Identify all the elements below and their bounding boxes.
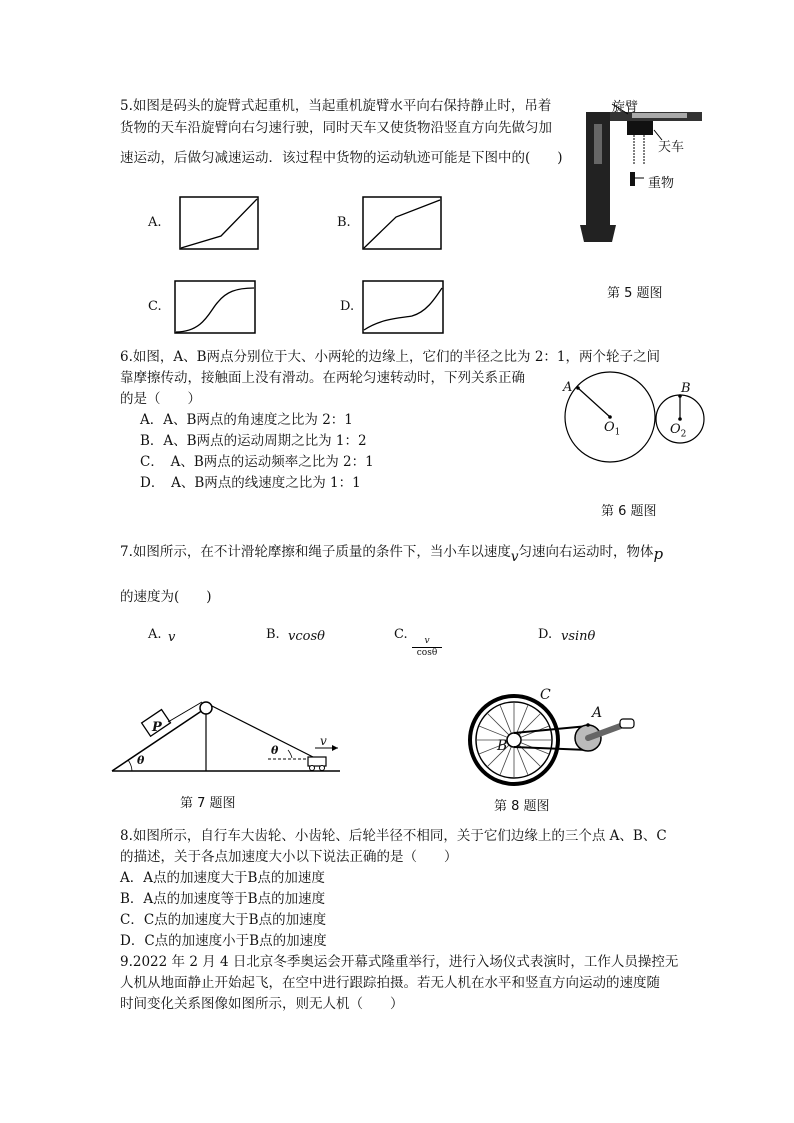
wheel-center-o1-label	[604, 420, 620, 438]
small-sprocket	[507, 733, 521, 747]
q5-option-b-graph[interactable]	[362, 196, 442, 250]
pedal	[620, 719, 634, 728]
incline-theta-label: θ	[137, 754, 145, 767]
q7-option-d-value[interactable]: vsinθ	[561, 629, 596, 644]
crane-trolley-label: 天车	[658, 140, 685, 155]
o1-letter: O	[604, 420, 615, 435]
q7-option-c-fraction[interactable]	[412, 636, 442, 659]
crane-weight-label: 重物	[648, 176, 675, 191]
q6-option-d[interactable]: D． A、B两点的线速度之比为 1：1	[140, 475, 361, 491]
q8-line-2: 的描述，关于各点加速度大小以下说法正确的是（ ）	[120, 849, 458, 865]
q7-option-d-letter[interactable]: D.	[538, 627, 553, 642]
q8-line-1: 8.如图所示，自行车大齿轮、小齿轮、后轮半径不相同，关于它们边缘上的三个点 A、B、C	[120, 828, 667, 844]
q9-line-2: 人机从地面静止开始起飞，在空中进行跟踪拍摄。若无人机在水平和竖直方向运动的速度随	[120, 975, 660, 991]
crane-base	[580, 225, 616, 242]
q5-option-b-letter[interactable]: B.	[337, 215, 351, 230]
q7-option-b-value[interactable]: vcosθ	[288, 629, 325, 644]
q8-option-a[interactable]: A．A点的加速度大于B点的加速度	[120, 870, 325, 886]
q9-line-3: 时间变化关系图像如图所示，则无人机（ ）	[120, 996, 404, 1012]
o2-letter: O	[670, 422, 681, 437]
o1-subscript: 1	[614, 427, 621, 438]
q5-answer-paren: ( )	[525, 150, 563, 166]
bike-point-c-label: C	[540, 687, 551, 703]
q7-caption: 第 7 题图	[180, 796, 236, 811]
q7-line-1-text: 7.如图所示，在不计滑轮摩擦和绳子质量的条件下，当小车以速度	[120, 544, 511, 560]
rope	[212, 706, 313, 757]
incline-pulley-figure	[108, 692, 348, 782]
q6-line-3: 的是（ ）	[120, 391, 201, 407]
q7-option-c-letter[interactable]: C.	[394, 627, 408, 642]
q5-line-2: 货物的天车沿旋臂向右匀速行驶，同时天车又使货物沿竖直方向先做匀加	[120, 120, 552, 136]
q8-option-b[interactable]: B．A点的加速度等于B点的加速度	[120, 891, 326, 907]
q9-line-1: 9.2022 年 2 月 4 日北京冬季奥运会开幕式隆重举行，进行入场仪式表演时，工作人员操控无	[120, 954, 679, 970]
crane-trolley	[627, 121, 653, 135]
q6-caption: 第 6 题图	[601, 504, 657, 519]
crane-weight	[630, 172, 635, 186]
q7-var-p: p	[653, 545, 664, 563]
crane-tower-window	[594, 124, 602, 164]
bike-point-b-label: B	[497, 738, 508, 754]
q5-line-1: 5.如图是码头的旋臂式起重机，当起重机旋臂水平向右保持静止时，吊着	[120, 98, 552, 114]
wheel-center-o2-label	[670, 422, 686, 440]
q7-option-c-denominator: cosθ	[412, 647, 442, 659]
q7-option-a-value[interactable]: v	[168, 630, 176, 645]
bike-point-a-label: A	[592, 705, 603, 721]
bicycle-figure	[466, 688, 638, 792]
q7-option-c-numerator: v	[424, 636, 430, 646]
o2-subscript: 2	[680, 429, 687, 440]
q7-line-1b-text: 匀速向右运动时，物体	[518, 544, 654, 560]
q8-caption: 第 8 题图	[494, 799, 550, 814]
wheel-point-b-label: B	[681, 381, 691, 396]
q5-line-3	[120, 148, 563, 168]
cart-velocity-label: v	[320, 734, 327, 748]
q7-var-v: v	[510, 549, 519, 565]
q5-option-a-letter[interactable]: A.	[148, 215, 162, 230]
cart	[308, 757, 326, 766]
q6-line-1: 6.如图，A、B两点分别位于大、小两轮的边缘上，它们的半径之比为 2：1，两个轮子之间	[120, 349, 661, 365]
q5-option-d-graph[interactable]	[362, 280, 444, 334]
block-p-label: P	[152, 720, 162, 735]
wheels-figure	[556, 370, 736, 470]
q7-option-a-letter[interactable]: A.	[148, 627, 162, 642]
q8-option-d[interactable]: D．C点的加速度小于B点的加速度	[120, 933, 327, 949]
q6-option-c[interactable]: C． A、B两点的运动频率之比为 2：1	[140, 454, 374, 470]
q5-option-d-letter[interactable]: D.	[340, 299, 355, 314]
wheel-point-a-label: A	[563, 380, 573, 395]
crane-arm-label: 旋臂	[612, 100, 639, 115]
q5-option-c-graph[interactable]	[174, 280, 256, 334]
q5-line-3-text: 速运动，后做匀减速运动．该过程中货物的运动轨迹可能是下图中的	[120, 150, 525, 166]
q5-caption: 第 5 题图	[607, 286, 663, 301]
q8-option-c[interactable]: C．C点的加速度大于B点的加速度	[120, 912, 327, 928]
q7-option-b-letter[interactable]: B.	[266, 627, 280, 642]
crane-figure	[572, 90, 712, 250]
q7-line-2: 的速度为( )	[120, 589, 212, 605]
q6-line-2: 靠摩擦传动，接触面上没有滑动。在两轮匀速转动时，下列关系正确	[120, 370, 525, 386]
q5-option-a-graph[interactable]	[179, 196, 259, 250]
rope-theta-label: θ	[271, 744, 279, 757]
q7-line-1	[120, 541, 664, 565]
q6-option-b[interactable]: B．A、B两点的运动周期之比为 1：2	[140, 433, 367, 449]
crane-arm-stripe	[632, 113, 687, 118]
q6-option-a[interactable]: A．A、B两点的角速度之比为 2：1	[140, 412, 353, 428]
pulley	[200, 702, 212, 714]
q5-option-c-letter[interactable]: C.	[148, 299, 162, 314]
